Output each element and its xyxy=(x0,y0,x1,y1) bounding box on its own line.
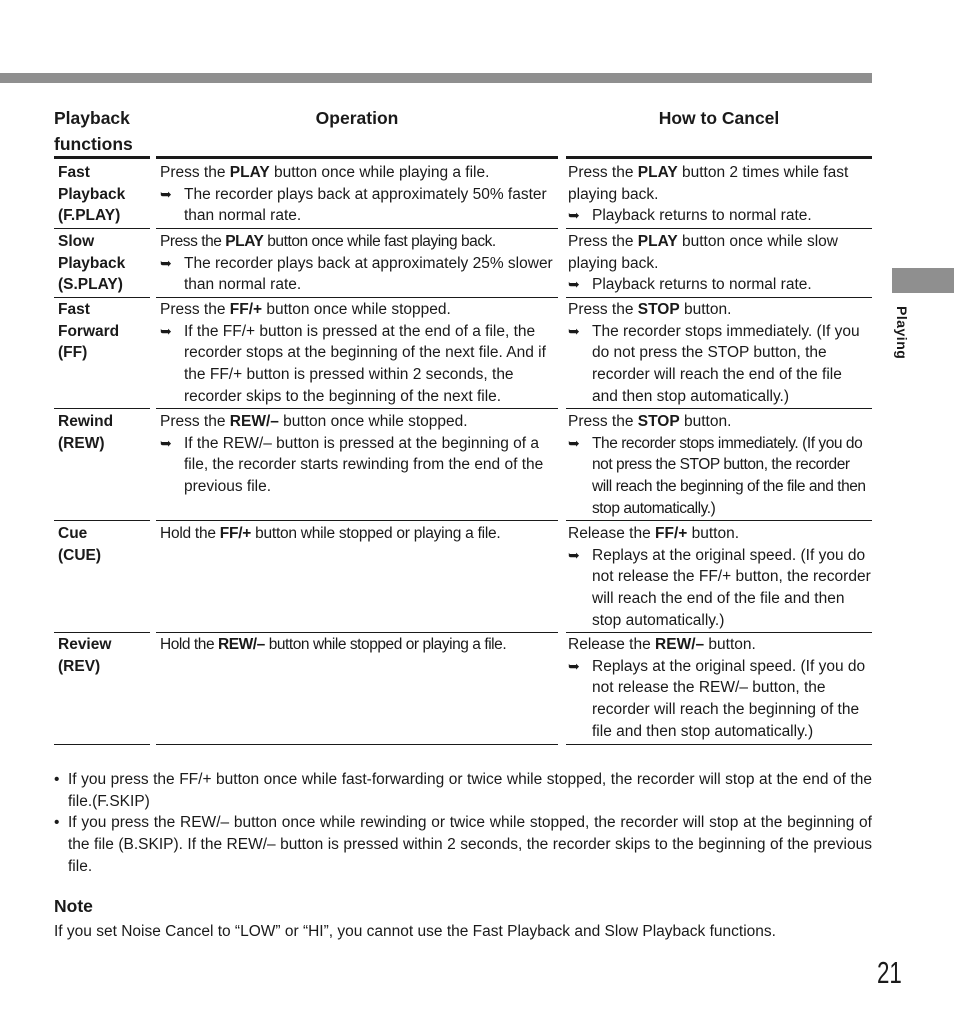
cancel-result xyxy=(568,656,872,743)
instruction-text: button once while stopped. xyxy=(262,301,451,318)
header-operation: Operation xyxy=(315,108,399,128)
row-divider xyxy=(566,632,872,633)
cancel-instruction xyxy=(568,411,872,433)
row-divider xyxy=(156,297,558,298)
cancel-instruction xyxy=(568,634,872,656)
row-divider xyxy=(54,520,150,521)
bullet-text: If you press the REW/– button once while rewinding or twice while stopped, the recorder will stop at the beginning of the file (B.SKIP). If the REW/– button is pressed within 2 seconds, the recorder skips to the beginning of the previous file. xyxy=(68,814,872,875)
instruction-text: button while stopped or playing a file. xyxy=(264,636,507,653)
section-tab-label: Playing xyxy=(894,306,910,360)
cancel-result xyxy=(568,433,872,520)
result-text: Replays at the original speed. (If you do not release the REW/– button, the recorder will reach the beginning of the file and then stop automatically.) xyxy=(592,657,866,740)
header-how-to-cancel: How to Cancel xyxy=(658,108,780,128)
bullet-item xyxy=(54,769,872,812)
function-name xyxy=(58,231,150,296)
function-name-line: Slow xyxy=(58,233,95,250)
operation-cell xyxy=(160,299,558,408)
result-text: The recorder stops immediately. (If you do not press the STOP button, the recorder will reach the beginning of the file and then stop automatically.) xyxy=(592,434,866,517)
operation-result xyxy=(160,253,558,296)
header-rule-functions xyxy=(54,156,150,159)
arrow-icon: ➥ xyxy=(160,254,172,271)
cancel-cell xyxy=(568,162,872,227)
row-divider xyxy=(566,228,872,229)
cancel-result xyxy=(568,545,872,632)
operation-cell xyxy=(160,162,558,227)
cancel-instruction xyxy=(568,231,872,274)
row-divider xyxy=(156,520,558,521)
instruction-text: Press the xyxy=(568,413,638,430)
instruction-text: button. xyxy=(687,525,740,542)
operation-instruction xyxy=(160,162,558,184)
cancel-cell xyxy=(568,411,872,520)
instruction-text: Release the xyxy=(568,525,656,542)
cancel-cell xyxy=(568,634,872,743)
result-text: The recorder stops immediately. (If you do not press the STOP button, the recorder will reach the end of the file and then stop automatically.) xyxy=(592,322,860,405)
function-name-line: (CUE) xyxy=(58,546,102,564)
button-name: STOP xyxy=(637,301,680,318)
button-name: PLAY xyxy=(225,233,264,250)
result-text: Replays at the original speed. (If you do not release the FF/+ button, the recorder will reach the end of the file and then stop automatically.) xyxy=(592,546,871,629)
result-text: If the FF/+ button is pressed at the end of a file, the recorder stops at the beginning of the next file. And if the FF/+ button is pressed within 2 seconds, the recorder skips to the beginning of the next file. xyxy=(184,322,546,405)
cancel-instruction xyxy=(568,523,872,545)
bullet-text: If you press the FF/+ button once while fast-forwarding or twice while stopped, the recorder will stop at the end of the file.(F.SKIP) xyxy=(68,771,872,810)
row-divider xyxy=(156,632,558,633)
bullet-list xyxy=(54,769,872,878)
operation-result xyxy=(160,184,558,227)
function-name xyxy=(58,634,150,677)
function-name-line: (REW) xyxy=(58,434,105,452)
button-name: FF/+ xyxy=(219,525,252,542)
instruction-text: button. xyxy=(679,301,732,318)
operation-cell xyxy=(160,634,558,656)
button-name: FF/+ xyxy=(229,301,263,318)
result-text: If the REW/– button is pressed at the beginning of a file, the recorder starts rewinding from the end of the previous file. xyxy=(184,434,544,496)
button-name: PLAY xyxy=(229,164,270,181)
row-divider xyxy=(54,408,150,409)
cancel-result xyxy=(568,205,872,227)
header-playback-functions: Playback functions xyxy=(54,108,133,154)
row-divider xyxy=(54,744,150,745)
function-name-line: (S.PLAY) xyxy=(58,276,123,294)
row-divider xyxy=(156,408,558,409)
instruction-text: button 2 times while fast playing back. xyxy=(568,164,849,203)
row-divider xyxy=(566,297,872,298)
function-name-line: Review xyxy=(58,636,112,653)
button-name: REW/– xyxy=(218,636,265,653)
bullet-icon: • xyxy=(54,771,60,788)
instruction-text: button once while playing a file. xyxy=(269,164,490,181)
operation-instruction xyxy=(160,411,558,433)
function-name-line: (REV) xyxy=(58,657,101,675)
function-name-line: Fast xyxy=(58,164,90,181)
cancel-cell xyxy=(568,299,872,408)
function-name-line: (F.PLAY) xyxy=(58,207,121,225)
top-divider-bar xyxy=(0,73,872,83)
instruction-text: Press the xyxy=(568,301,638,318)
function-name-line: Forward xyxy=(58,322,120,340)
cancel-cell xyxy=(568,523,872,632)
operation-cell xyxy=(160,411,558,498)
instruction-text: Hold the xyxy=(160,636,218,653)
function-name-line: Fast xyxy=(58,301,90,318)
instruction-text: Press the xyxy=(568,164,638,181)
header-rule-cancel xyxy=(566,156,872,159)
arrow-icon: ➥ xyxy=(568,546,580,563)
function-name xyxy=(58,162,150,227)
instruction-text: Press the xyxy=(160,164,230,181)
result-text: Playback returns to normal rate. xyxy=(592,207,812,225)
operation-cell xyxy=(160,523,558,545)
result-text: The recorder plays back at approximately 25% slower than normal rate. xyxy=(184,254,553,294)
function-name-line: Playback xyxy=(58,185,126,203)
operation-cell xyxy=(160,231,558,296)
button-name: REW/– xyxy=(655,636,705,653)
instruction-text: button once while fast playing back. xyxy=(263,233,496,250)
button-name: PLAY xyxy=(637,233,678,250)
result-text: Playback returns to normal rate. xyxy=(592,276,812,294)
cancel-cell xyxy=(568,231,872,296)
arrow-icon: ➥ xyxy=(568,657,580,674)
arrow-icon: ➥ xyxy=(568,207,580,224)
cancel-result xyxy=(568,321,872,408)
instruction-text: Release the xyxy=(568,636,656,653)
function-name-line: (FF) xyxy=(58,344,88,362)
row-divider xyxy=(54,228,150,229)
row-divider xyxy=(566,520,872,521)
operation-instruction xyxy=(160,299,558,321)
operation-instruction xyxy=(160,634,558,656)
arrow-icon: ➥ xyxy=(568,322,580,339)
arrow-icon: ➥ xyxy=(568,434,580,451)
operation-result xyxy=(160,433,558,498)
operation-result xyxy=(160,321,558,408)
function-name-line: Cue xyxy=(58,525,88,542)
function-name-line: Playback xyxy=(58,254,126,272)
arrow-icon: ➥ xyxy=(568,276,580,293)
row-divider xyxy=(566,408,872,409)
result-text: The recorder plays back at approximately 50% faster than normal rate. xyxy=(184,185,547,225)
section-tab-marker xyxy=(892,268,954,293)
note-heading: Note xyxy=(54,896,93,916)
instruction-text: button. xyxy=(704,636,756,653)
instruction-text: Press the xyxy=(160,413,230,430)
note-text: If you set Noise Cancel to “LOW” or “HI”, you cannot use the Fast Playback and Slow Playback functions. xyxy=(54,923,776,940)
row-divider xyxy=(156,228,558,229)
function-name xyxy=(58,523,150,566)
button-name: REW/– xyxy=(229,413,279,430)
cancel-instruction xyxy=(568,162,872,205)
operation-instruction xyxy=(160,231,558,253)
instruction-text: button. xyxy=(679,413,732,430)
page-number: 21 xyxy=(877,955,902,990)
button-name: PLAY xyxy=(637,164,678,181)
bullet-icon: • xyxy=(54,814,60,832)
button-name: STOP xyxy=(637,413,680,430)
header-rule-operation xyxy=(156,156,558,159)
row-divider xyxy=(156,744,558,745)
row-divider xyxy=(566,744,872,745)
arrow-icon: ➥ xyxy=(160,185,172,202)
cancel-instruction xyxy=(568,299,872,321)
bullet-item xyxy=(54,812,872,877)
instruction-text: button once while stopped. xyxy=(278,413,468,430)
instruction-text: Press the xyxy=(160,301,230,318)
instruction-text: Press the xyxy=(568,233,638,250)
arrow-icon: ➥ xyxy=(160,434,172,451)
function-name-line: Rewind xyxy=(58,413,114,430)
instruction-text: button while stopped or playing a file. xyxy=(251,525,501,542)
function-name xyxy=(58,299,150,364)
instruction-text: Hold the xyxy=(160,525,220,542)
row-divider xyxy=(54,297,150,298)
cancel-result xyxy=(568,274,872,296)
arrow-icon: ➥ xyxy=(160,322,172,339)
operation-instruction xyxy=(160,523,558,545)
button-name: FF/+ xyxy=(655,525,688,542)
row-divider xyxy=(54,632,150,633)
function-name xyxy=(58,411,150,454)
instruction-text: Press the xyxy=(160,233,226,250)
instruction-text: button once while slow playing back. xyxy=(568,233,838,272)
